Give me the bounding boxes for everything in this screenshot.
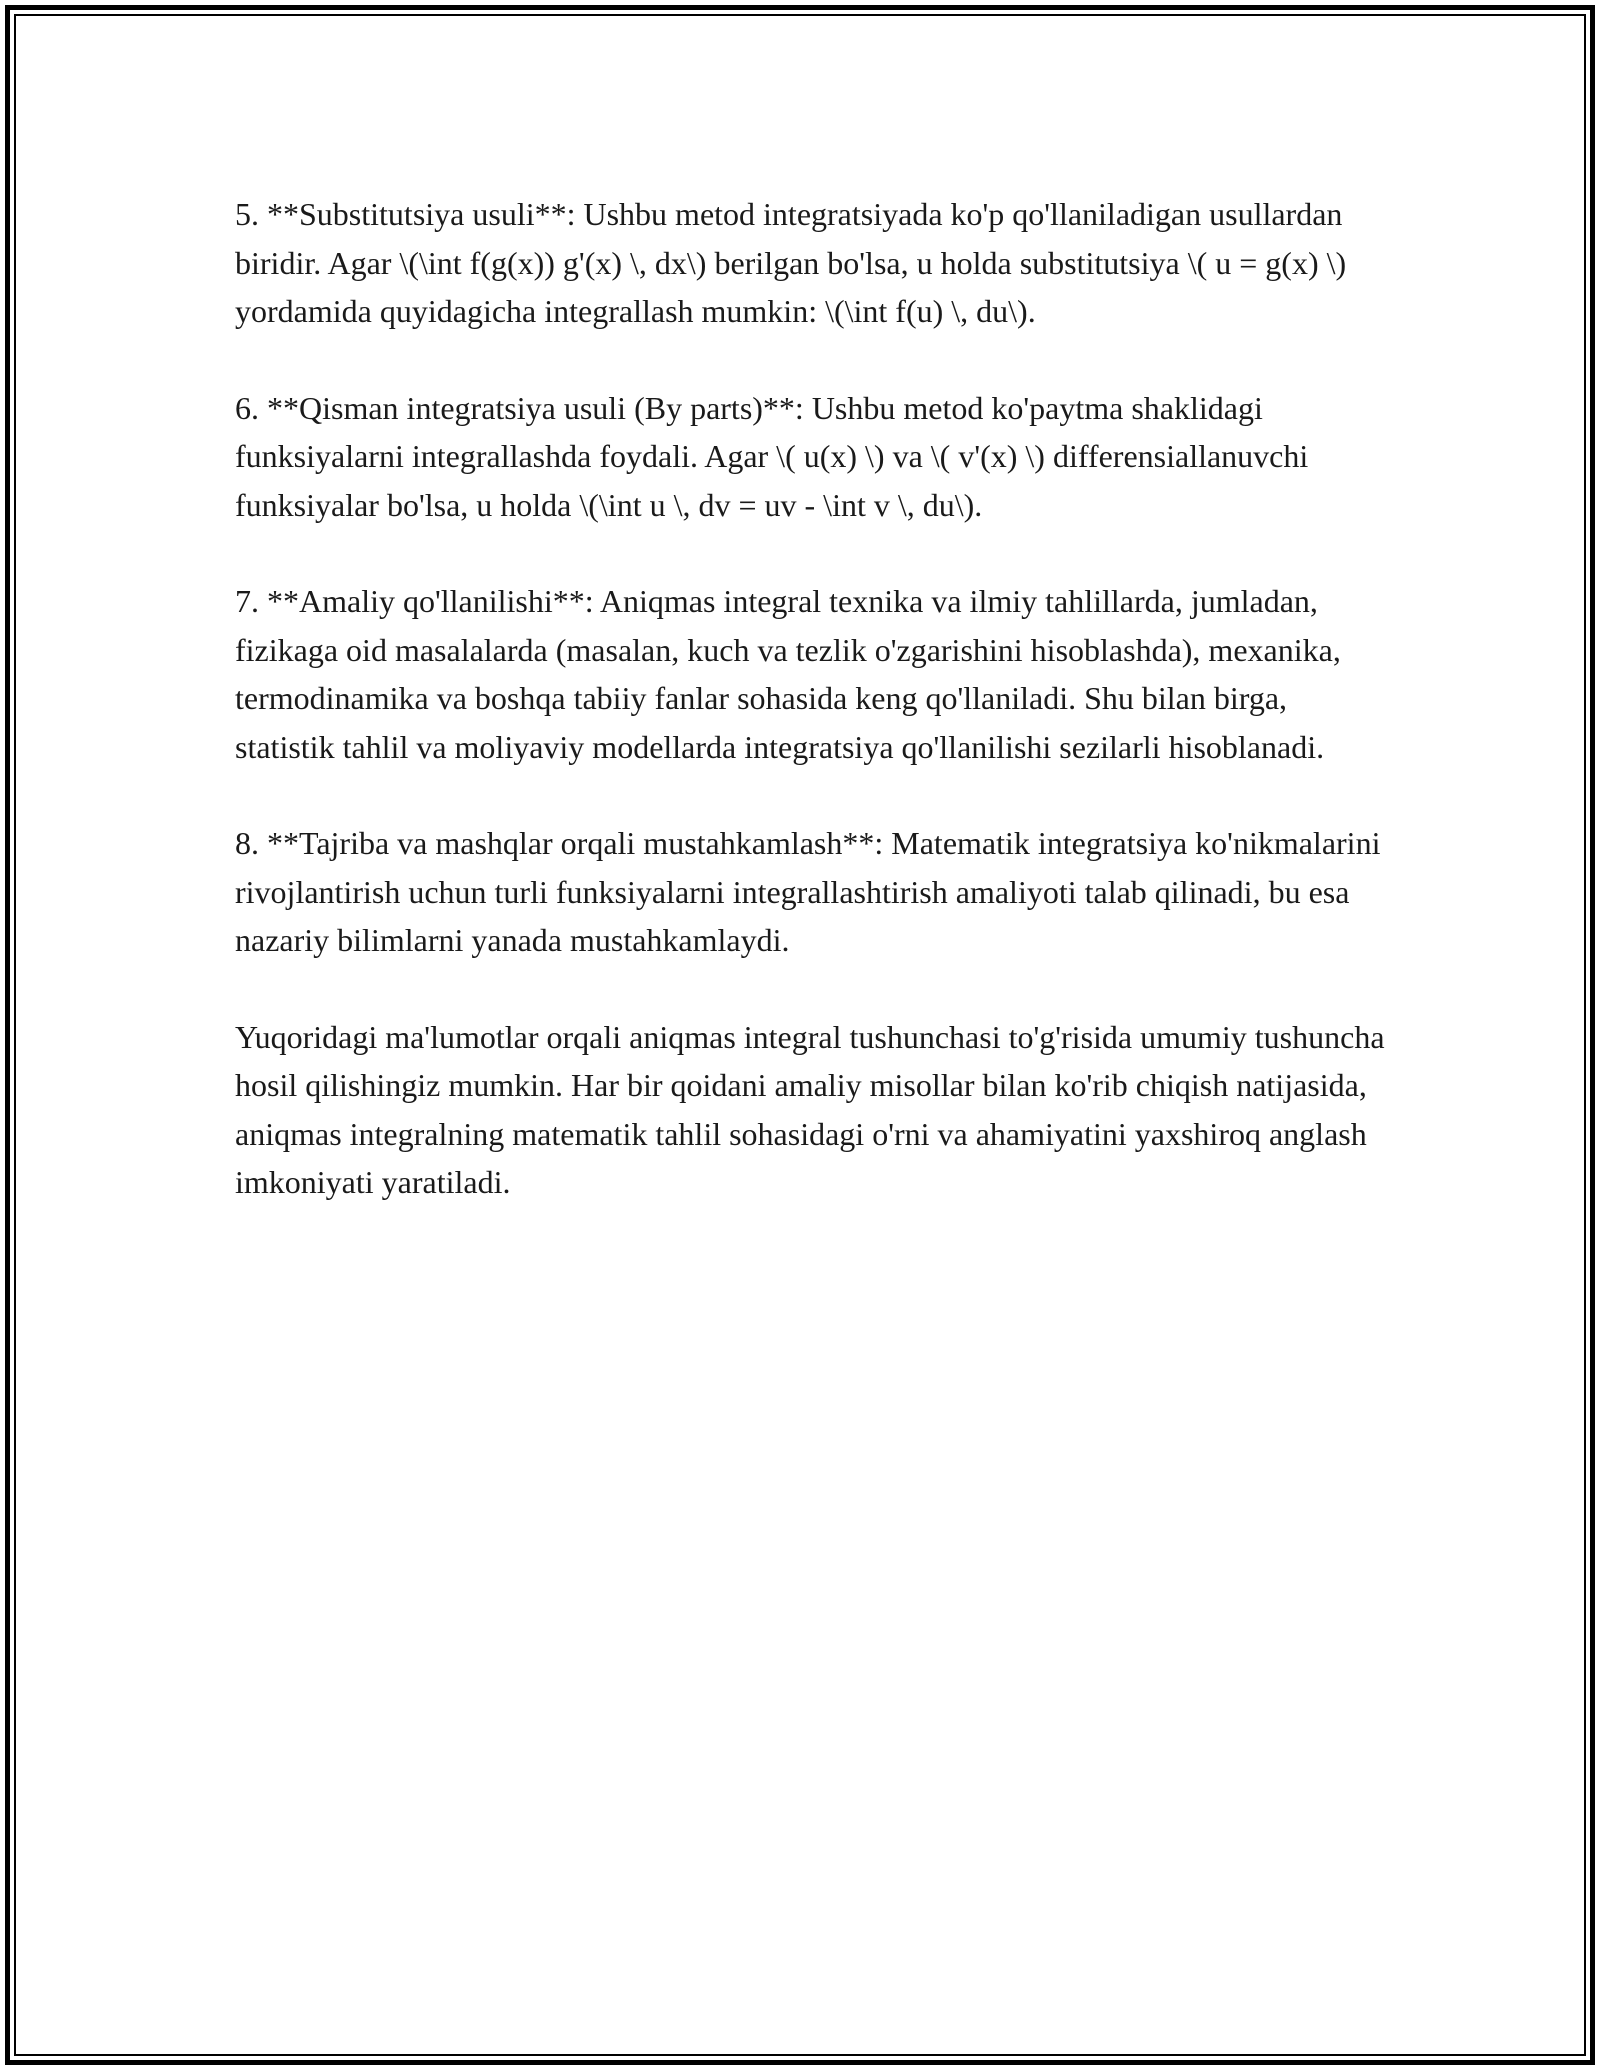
paragraph-conclusion: Yuqoridagi ma'lumotlar orqali aniqmas integral tushunchasi to'g'risida umumiy tushuncha hosil qilishingiz mumkin. Har bir qoidani amaliy misollar bilan ko'rib chiqish natijasida, aniqmas integralning matematik tahlil sohasidagi o'rni va ahamiyatini yaxshiroq anglash imkoniyati yaratiladi. bbox=[235, 1018, 1385, 1200]
document-body bbox=[235, 190, 1385, 1255]
paragraph-integration-by-parts: 6. **Qisman integratsiya usuli (By parts)**: Ushbu metod ko'paytma shaklidagi funksiyalarni integrallashda foydali. Agar \( u(x) \) va \( v'(x) \) differensiallanuvchi funksiyalar bo'lsa, u holda \(\int u \, dv = uv - \int v \, du\). bbox=[235, 389, 1309, 523]
paragraph-practical-applications: 7. **Amaliy qo'llanilishi**: Aniqmas integral texnika va ilmiy tahlillarda, jumladan, fizikaga oid masalalarda (masalan, kuch va tezlik o'zgarishini hisoblashda), mexanika, termodinamika va boshqa tabiiy fanlar sohasida keng qo'llaniladi. Shu bilan birga, statistik tahlil va moliyaviy modellarda integratsiya qo'llanilishi sezilarli hisoblanadi. bbox=[235, 583, 1341, 765]
paragraph-substitution-method: 5. **Substitutsiya usuli**: Ushbu metod integratsiyada ko'p qo'llaniladigan usullardan biridir. Agar \(\int f(g(x)) g'(x) \, dx\) berilgan bo'lsa, u holda substitutsiya \( u = g(x) \) yordamida quyidagicha integrallash mumkin: \(\int f(u) \, du\). bbox=[235, 196, 1347, 329]
paragraph-practice-exercises: 8. **Tajriba va mashqlar orqali mustahkamlash**: Matematik integratsiya ko'nikmalarini rivojlantirish uchun turli funksiyalarni integrallashtirish amaliyoti talab qilinadi, bu esa nazariy bilimlarni yanada mustahkamlaydi. bbox=[235, 825, 1381, 958]
